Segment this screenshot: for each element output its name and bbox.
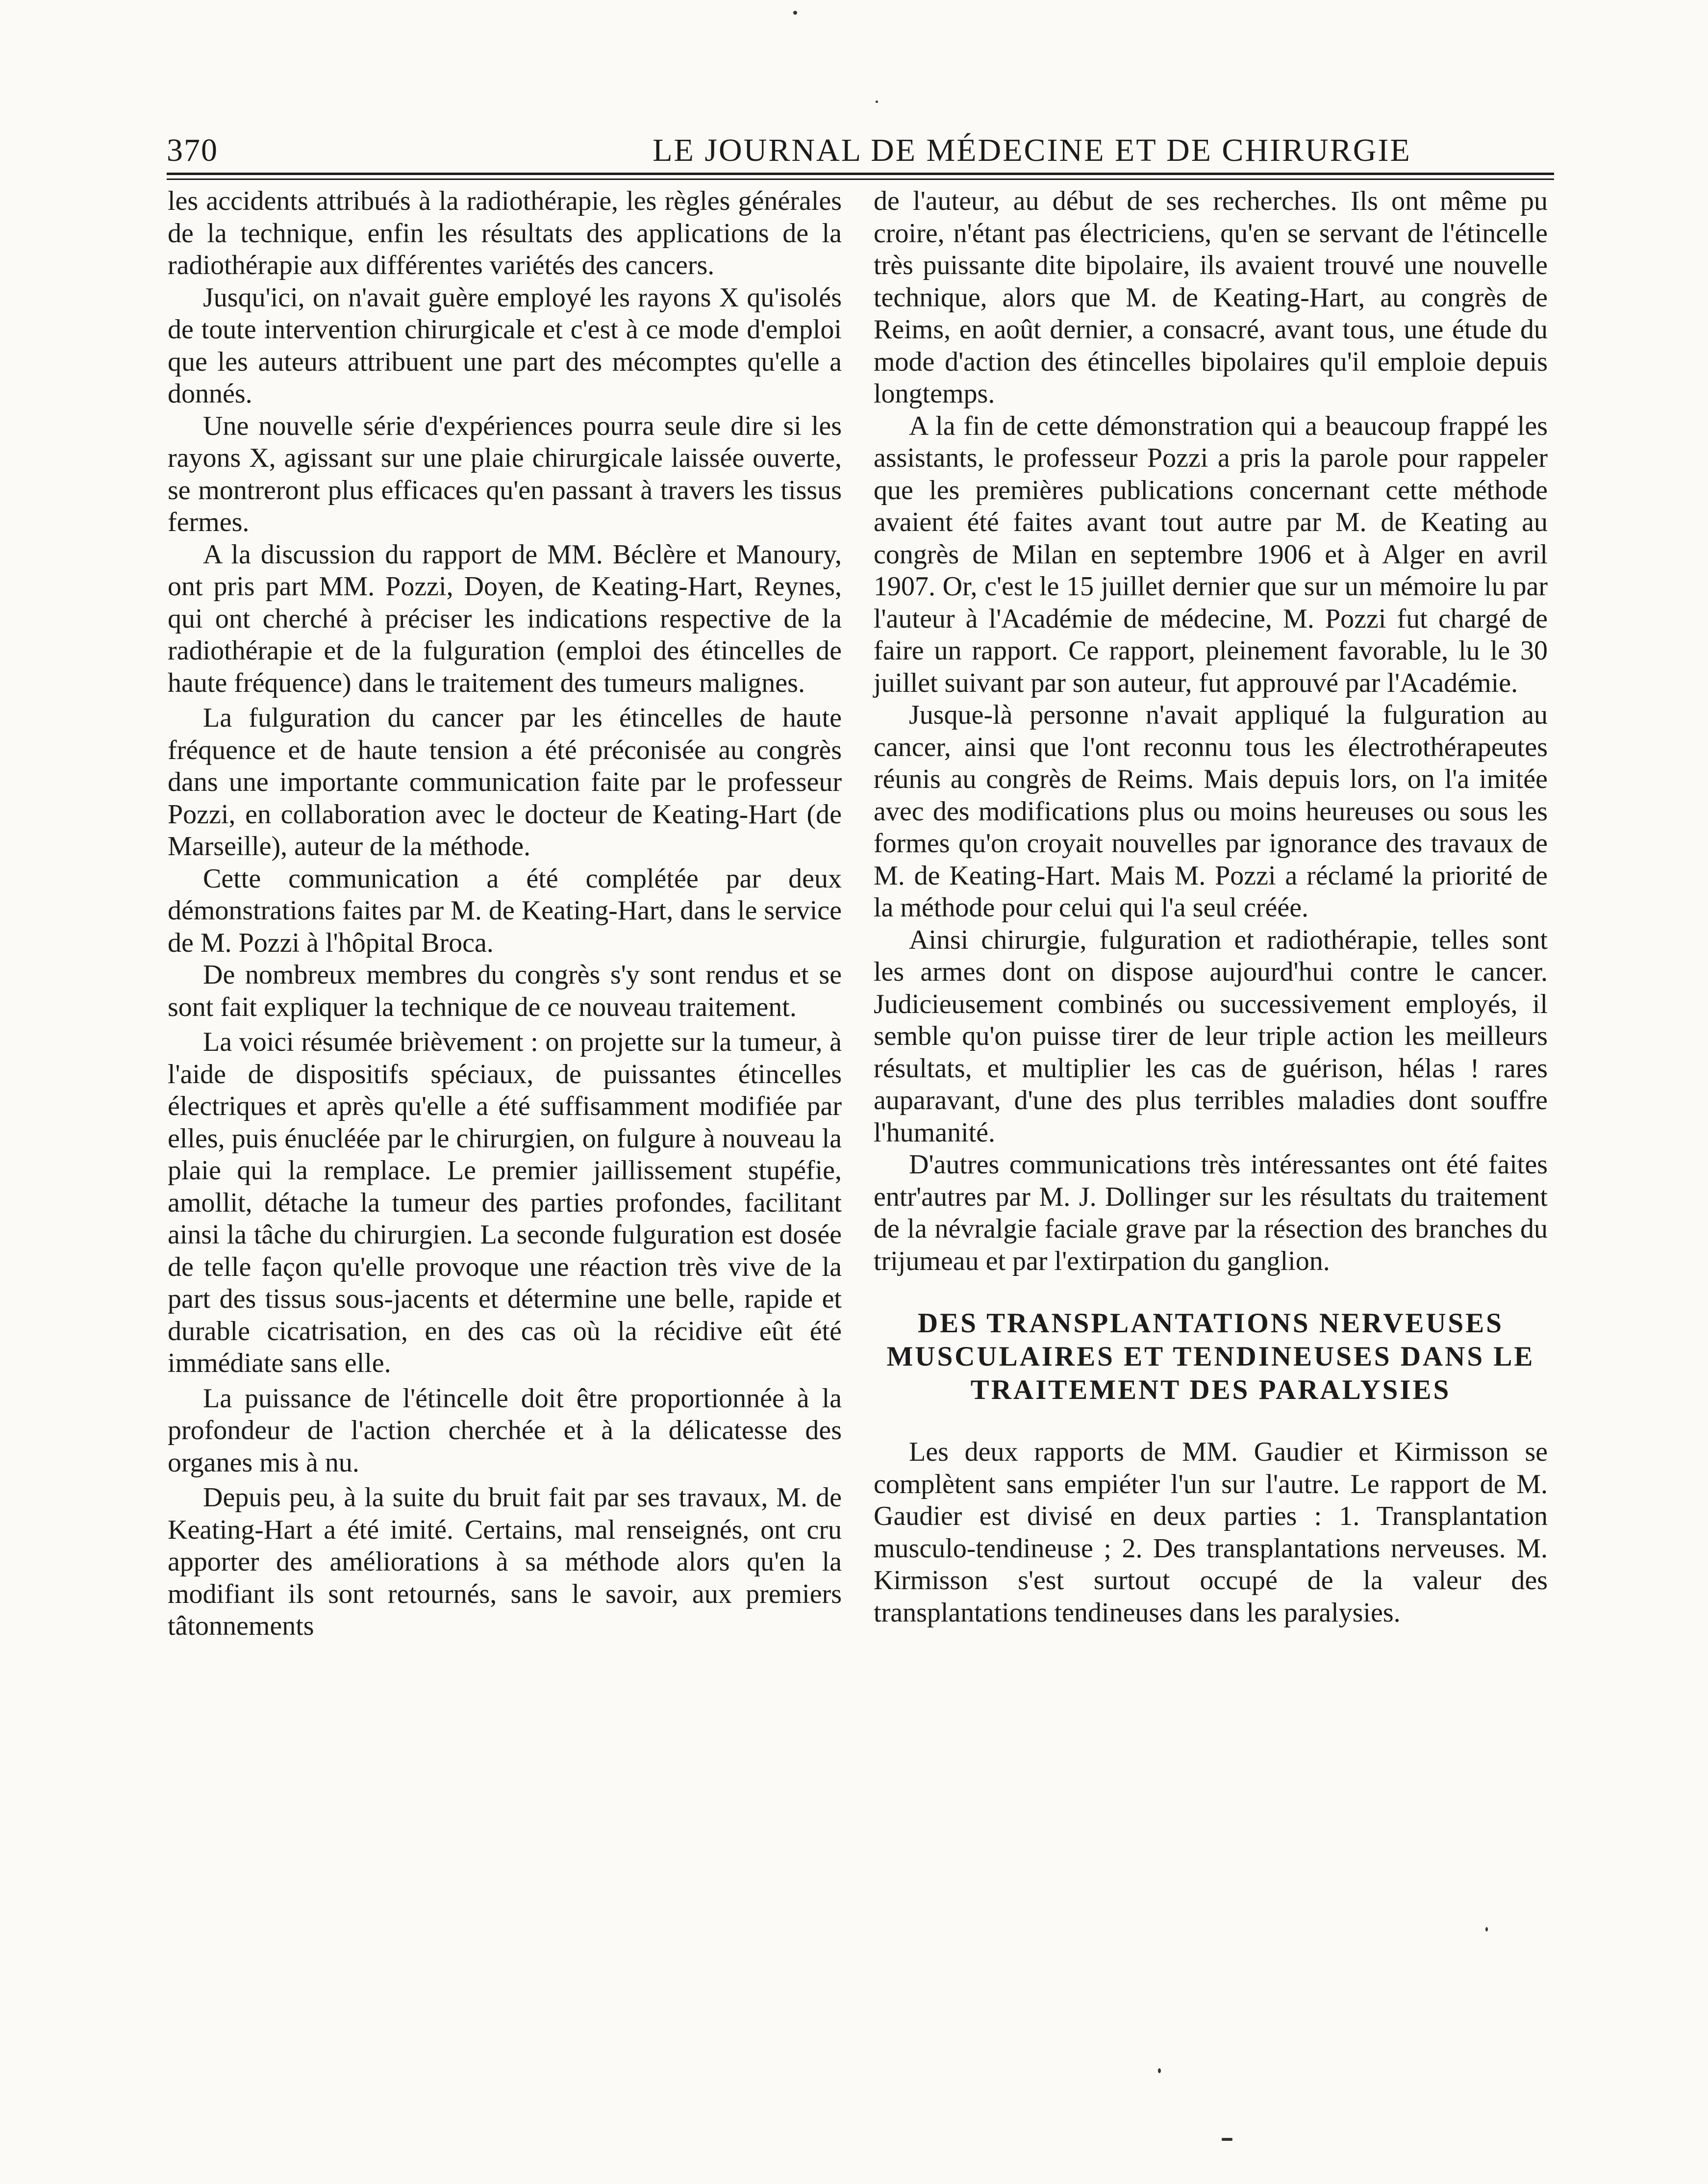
header-rule-thick <box>167 173 1554 175</box>
paragraph: Ainsi chirurgie, fulguration et radiothérapie, telles sont les armes dont on dispose aujourd'hui contre le cancer. Judicieusement combinés ou successivement employés, il semble qu'on puisse tirer de leur triple action les meilleurs résultats, et multiplier les cas de guérison, hélas ! rares auparavant, d'une des plus terribles maladies dont souffre l'humanité. <box>874 924 1548 1148</box>
scan-speck <box>793 11 797 15</box>
header-rule-thin <box>167 178 1554 180</box>
page-header <box>167 128 1554 173</box>
paragraph: De nombreux membres du congrès s'y sont rendus et se sont fait expliquer la technique de ce nouveau traitement. <box>168 960 842 1022</box>
paragraph: Jusque-là personne n'avait appliqué la fulguration au cancer, ainsi que l'ont reconnu tous les électrothérapeutes réunis au congrès de Reims. Mais depuis lors, on l'a imitée avec des modifications plus ou moins heureuses ou sous les formes qu'on croyait nouvelles par ignorance des travaux de M. de Keating-Hart. Mais M. Pozzi a réclamé la priorité de la méthode pour celui qui l'a seul créée. <box>874 700 1548 923</box>
running-title: LE JOURNAL DE MÉDECINE ET DE CHIRURGIE <box>653 132 1411 168</box>
paragraph: Depuis peu, à la suite du bruit fait par ses travaux, M. de Keating-Hart a été imité. Certains, mal renseignés, ont cru apporter des améliorations à sa méthode alors qu'en la modifiant ils sont retournés, sans le savoir, aux premiers tâtonnements <box>168 1482 842 1641</box>
paragraph: D'autres communications très intéressantes ont été faites entr'autres par M. J. Dollinger sur les résultats du traitement de la névralgie faciale grave par la résection des branches du trijumeau et par l'extirpation du ganglion. <box>874 1149 1548 1276</box>
paragraph: les accidents attribués à la radiothérapie, les règles générales de la technique, enfin les résultats des applications de la radiothérapie aux différentes variétés des cancers. <box>168 186 842 280</box>
page-number: 370 <box>167 132 218 168</box>
scan-speck <box>1158 2068 1161 2073</box>
left-column <box>168 185 842 1643</box>
paragraph: La fulguration du cancer par les étincelles de haute fréquence et de haute tension a été préconisée au congrès dans une importante communication faite par le professeur Pozzi, en collaboration avec le docteur de Keating-Hart (de Marseille), auteur de la méthode. <box>168 703 842 862</box>
paragraph: A la fin de cette démonstration qui a beaucoup frappé les assistants, le professeur Pozzi a pris la parole pour rappeler que les premières publications concernant cette méthode avaient été faites avant tout autre par M. de Keating au congrès de Milan en septembre 1906 et à Alger en avril 1907. Or, c'est le 15 juillet dernier que sur un mémoire lu par l'auteur à l'Académie de médecine, M. Pozzi fut chargé de faire un rapport. Ce rapport, pleinement favorable, lu le 30 juillet suivant par son auteur, fut approuvé par l'Académie. <box>874 410 1548 698</box>
paragraph: A la discussion du rapport de MM. Béclère et Manoury, ont pris part MM. Pozzi, Doyen, de Keating-Hart, Reynes, qui ont cherché à préciser les indications respective de la radiothérapie et de la fulguration (emploi des étincelles de haute fréquence) dans le traitement des tumeurs malignes. <box>168 539 842 698</box>
right-column <box>874 185 1548 1629</box>
paragraph: La voici résumée brièvement : on projette sur la tumeur, à l'aide de dispositifs spéciaux, de puissantes étincelles électriques et après qu'elle a été suffisamment modifiée par elles, puis énucléée par le chirurgien, on fulgure à nouveau la plaie qui la remplace. Le premier jaillissement stupéfie, amollit, détache la tumeur des parties profondes, facilitant ainsi la tâche du chirurgien. La seconde fulguration est dosée de telle façon qu'elle provoque une réaction très vive de la part des tissus sous-jacents et détermine une belle, rapide et durable cicatrisation, en des cas où la récidive eût été immédiate sans elle. <box>168 1027 842 1378</box>
scan-speck <box>876 101 878 103</box>
paragraph: Une nouvelle série d'expériences pourra seule dire si les rayons X, agissant sur une plaie chirurgicale laissée ouverte, se montreront plus efficaces qu'en passant à travers les tissus fermes. <box>168 410 842 537</box>
paragraph: Les deux rapports de MM. Gaudier et Kirmisson se complètent sans empiéter l'un sur l'autre. Le rapport de M. Gaudier est divisé en deux parties : 1. Transplantation musculo-tendineuse ; 2. Des transplantations nerveuses. M. Kirmisson s'est surtout occupé de la valeur des transplantations tendineuses dans les paralysies. <box>874 1437 1548 1628</box>
section-body <box>874 1436 1548 1629</box>
paragraph: Cette communication a été complétée par deux démonstrations faites par M. de Keating-Hart, dans le service de M. Pozzi à l'hôpital Broca. <box>168 863 842 958</box>
paragraph: Jusqu'ici, on n'avait guère employé les rayons X qu'isolés de toute intervention chirurgicale et c'est à ce mode d'emploi que les auteurs attribuent une part des mécomptes qu'elle a donnés. <box>168 282 842 409</box>
scan-speck <box>1222 2138 1232 2141</box>
paragraph: de l'auteur, au début de ses recherches. Ils ont même pu croire, n'étant pas électriciens, qu'en se servant de l'étincelle très puissante dite bipolaire, ils avaient trouvé une nouvelle technique, alors que M. de Keating-Hart, au congrès de Reims, en août dernier, a consacré, avant tous, une étude du mode d'action des étincelles bipolaires qu'il emploie depuis longtemps. <box>874 186 1548 409</box>
section-heading: DES TRANSPLANTATIONS NERVEUSES MUSCULAIRES ET TENDINEUSES DANS LE TRAITEMENT DES PARALYSIES <box>886 1308 1535 1405</box>
paragraph: La puissance de l'étincelle doit être proportionnée à la profondeur de l'action cherchée et à la délicatesse des organes mis à nu. <box>168 1383 842 1478</box>
scan-speck <box>1485 1927 1488 1931</box>
